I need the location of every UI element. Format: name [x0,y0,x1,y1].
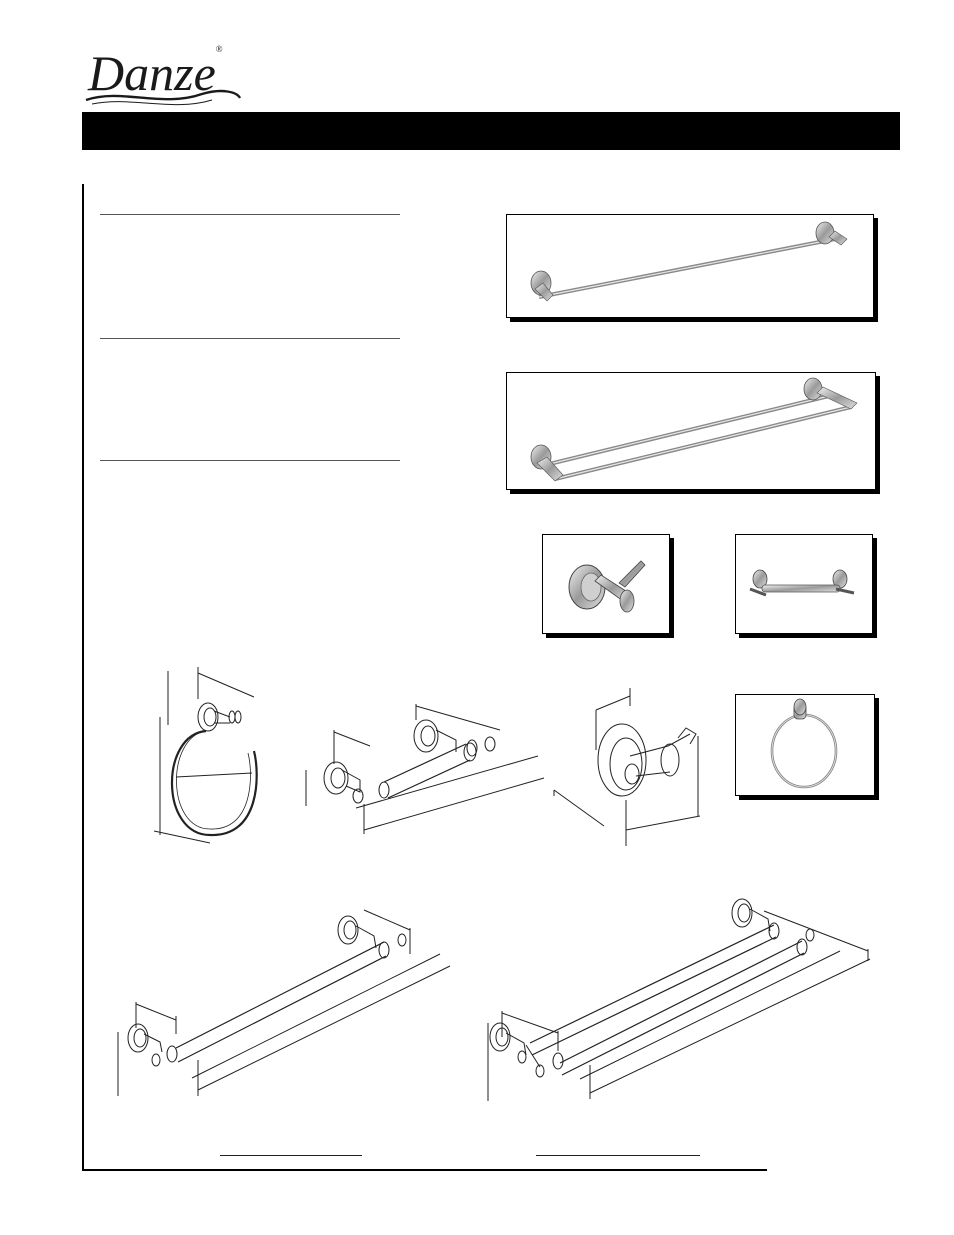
towel-ring-line-drawing [150,665,270,845]
robe-hook-photo [542,534,670,634]
double-towel-bar-icon [507,373,875,489]
towel-ring-icon [736,695,874,795]
frame-left-border [82,184,84,1170]
caption-rule-left [220,1155,362,1156]
double-towel-bar-line-drawing [480,895,880,1105]
paper-holder-icon [736,535,872,633]
single-towel-bar-icon [507,215,873,317]
logo-swoosh-icon [82,44,252,110]
paper-holder-line-drawing [300,700,550,850]
paper-holder-photo [735,534,873,634]
caption-rule-right [536,1155,700,1156]
towel-bar-line-drawing [110,900,460,1100]
towel-ring-photo [735,694,875,796]
registered-mark: ® [215,44,223,54]
section-rule-3 [100,460,400,461]
section-rule-1 [100,214,400,215]
danze-logo [82,44,252,110]
robe-hook-line-drawing [550,680,710,850]
double-towel-bar-photo [506,372,876,490]
frame-bottom-border [82,1169,767,1171]
section-rule-2 [100,338,400,339]
single-towel-bar-photo [506,214,874,318]
robe-hook-icon [543,535,669,633]
logo-wordmark: Danze [88,45,216,101]
header-bar [82,112,900,150]
